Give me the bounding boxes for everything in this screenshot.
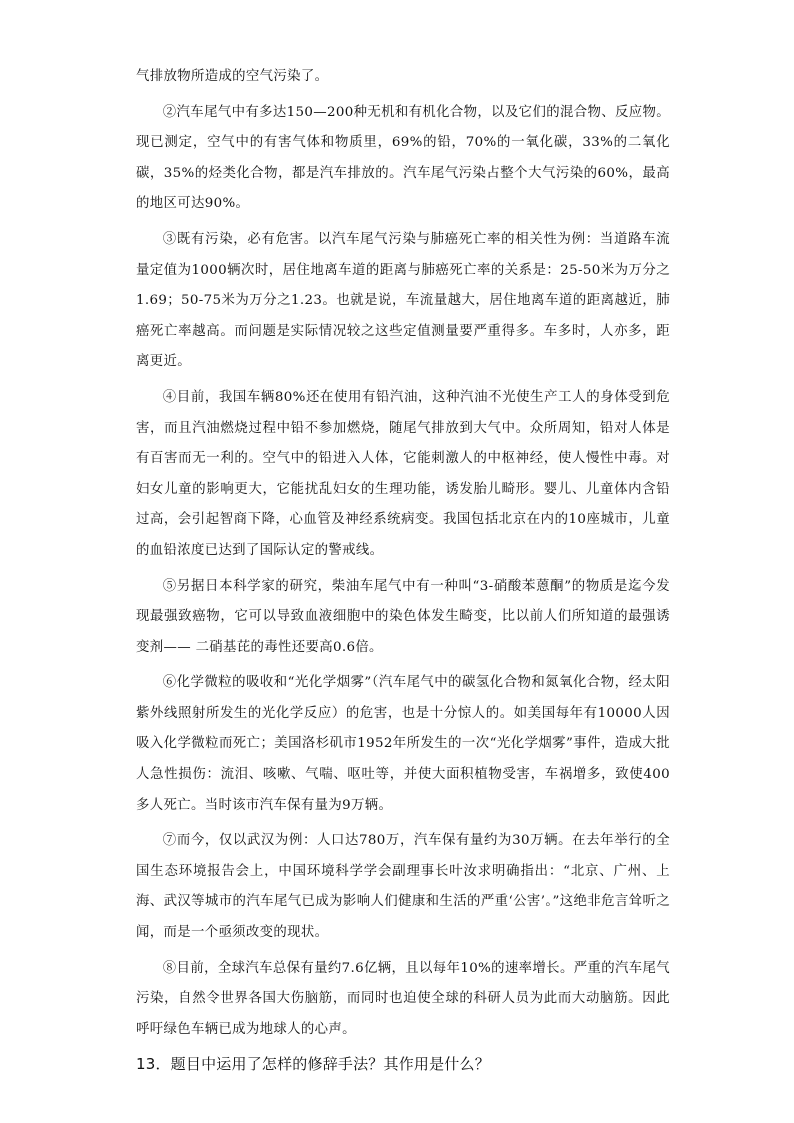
- question-13: 13．题目中运用了怎样的修辞手法？其作用是什么？: [136, 1055, 490, 1074]
- paragraph-8: ⑧目前，全球汽车总保有量约7.6亿辆，且以每年10%的速率增长。严重的汽车尾气污染，自然令世界各国大伤脑筋，而同时也迫使全球的科研人员为此而大动脑筋。因此呼吁绿色车辆已成为地球人的心声。: [136, 960, 670, 1037]
- paragraph-5: ⑤另据日本科学家的研究，柴油车尾气中有一种叫“3-硝酸苯蒽酮”的物质是迄今发现最强致癌物，它可以导致血液细胞中的染色体发生畸变，比以前人们所知道的最强诱变剂—— 二硝基芘的毒性还要高0.6倍。: [136, 578, 670, 655]
- paragraph-4: ④目前，我国车辆80%还在使用有铅汽油，这种汽油不光使生产工人的身体受到危害，而且汽油燃烧过程中铅不参加燃烧，随尾气排放到大气中。众所周知，铅对人体是有百害而无一利的。空气中的铅进入人体，它能刺激人的中枢神经，使人慢性中毒。对妇女儿童的影响更大，它能扰乱妇女的生理功能，诱发胎儿畸形。婴儿、儿童体内含铅过高，会引起智商下降，心血管及神经系统病变。我国包括北京在内的10座城市，儿童的血铅浓度已达到了国际认定的警戒线。: [136, 389, 670, 558]
- paragraph-3: ③既有污染，必有危害。以汽车尾气污染与肺癌死亡率的相关性为例：当道路车流量定值为1000辆次时，居住地离车道的距离与肺癌死亡率的关系是：25-50米为万分之1.69；50-75米为万分之1.23。也就是说，车流量越大，居住地离车道的距离越近，肺癌死亡率越高。而问题是实际情况较之这些定值测量要严重得多。车多时，人亦多，距离更近。: [136, 231, 670, 370]
- article-body: [136, 62, 670, 1078]
- paragraph-2: ②汽车尾气中有多达150—200种无机和有机化合物，以及它们的混合物、反应物。现已测定，空气中的有害气体和物质里，69%的铅，70%的一氧化碳，33%的二氧化碳，35%的烃类化合物，都是汽车排放的。汽车尾气污染占整个大气污染的60%，最高的地区可达90%。: [136, 104, 670, 212]
- paragraph-continuation: 气排放物所造成的空气污染了。: [136, 69, 329, 84]
- paragraph-7: ⑦而今，仅以武汉为例：人口达780万，汽车保有量约为30万辆。在去年举行的全国生态环境报告会上，中国环境科学学会副理事长叶汝求明确指出：“北京、广州、上海、武汉等城市的汽车尾气已成为影响人们健康和生活的严重‘公害’。”这绝非危言耸听之闻，而是一个亟须改变的现状。: [136, 833, 670, 941]
- paragraph-6: ⑥化学微粒的吸收和“光化学烟雾”（汽车尾气中的碳氢化合物和氮氧化合物，经太阳紫外线照射所发生的光化学反应）的危害，也是十分惊人的。如美国每年有10000人因吸入化学微粒而死亡；美国洛杉矶市1952年所发生的一次“光化学烟雾”事件，造成大批人急性损伤：流泪、咳嗽、气喘、呕吐等，并使大面积植物受害，车祸增多，致使400多人死亡。当时该市汽车保有量为9万辆。: [136, 675, 670, 813]
